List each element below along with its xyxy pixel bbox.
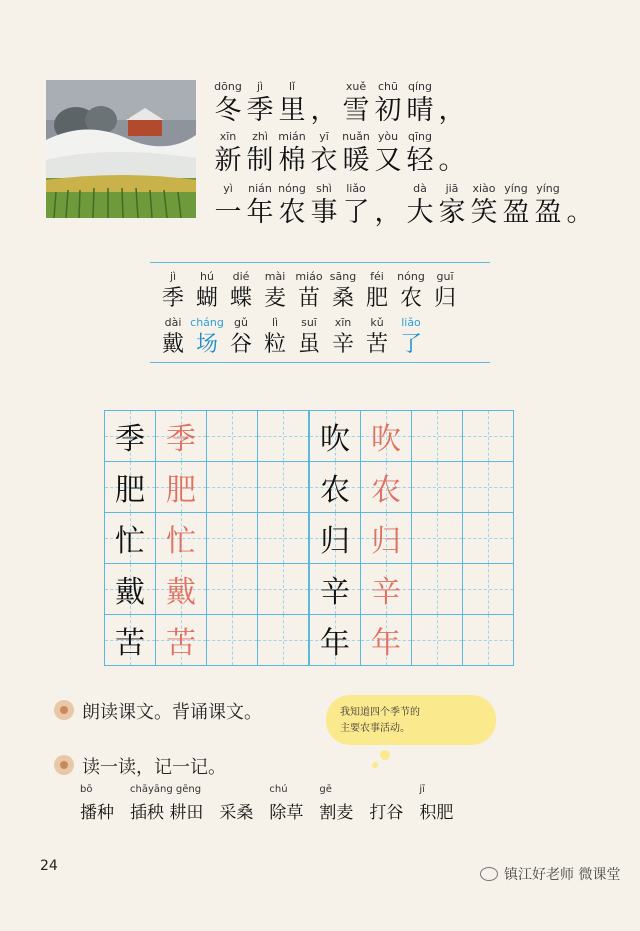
hanzi: 苦	[365, 332, 388, 357]
pinyin	[436, 80, 468, 94]
word-hanzi: 播种	[80, 803, 114, 823]
pinyin: xīn	[219, 130, 237, 143]
word-hanzi: 采桑	[219, 803, 254, 823]
hanzi: 季	[246, 95, 274, 126]
grid-cell: 戴	[104, 563, 156, 615]
word-pinyin	[219, 784, 253, 798]
hanzi: 农	[278, 197, 306, 228]
watermark-text: 镇江好老师 微课堂	[504, 867, 621, 883]
thought-bubble	[326, 695, 496, 745]
word-item	[369, 784, 403, 823]
wechat-icon	[480, 867, 498, 881]
grid-cell	[462, 512, 514, 564]
pinyin: liǎo	[401, 316, 421, 329]
watermark	[480, 864, 620, 884]
hanzi: 桑	[331, 286, 354, 311]
pinyin: xiào	[472, 182, 496, 195]
grid-cell: 年	[360, 614, 412, 666]
char-list-row-2	[156, 316, 428, 360]
hanzi-row	[212, 196, 596, 230]
pinyin: mián	[278, 130, 306, 143]
word-pinyin: jī	[419, 784, 425, 795]
pinyin	[308, 80, 340, 94]
pinyin: suī	[301, 316, 317, 329]
pinyin	[436, 130, 468, 144]
grid-cell	[206, 512, 258, 564]
hanzi: 一	[214, 197, 242, 228]
divider-top	[150, 262, 490, 263]
word-hanzi: 插秧 耕田	[130, 803, 204, 823]
hanzi: 蝴	[195, 286, 218, 311]
char-list-row-1	[156, 270, 462, 314]
hanzi: 辛	[331, 332, 354, 357]
grid-cell	[206, 563, 258, 615]
pinyin: qíng	[408, 80, 432, 93]
hanzi: 戴	[161, 332, 184, 357]
hanzi: 了	[342, 197, 370, 228]
pinyin: dài	[164, 316, 182, 329]
grid-cell	[462, 410, 514, 462]
grid-cell: 忙	[155, 512, 207, 564]
word-pinyin: bō	[80, 784, 93, 795]
hanzi: 家	[438, 197, 466, 228]
grid-cell	[411, 563, 463, 615]
hanzi: 里	[278, 95, 306, 126]
hanzi: 冬	[214, 95, 242, 126]
pinyin: dōng	[214, 80, 242, 93]
poem-line-2	[212, 130, 468, 178]
grid-cell: 苦	[155, 614, 207, 666]
pinyin: yíng	[536, 182, 560, 195]
hanzi: 年	[246, 197, 274, 228]
hanzi: 归	[433, 286, 456, 311]
hanzi: 轻	[406, 145, 434, 176]
grid-cell	[462, 614, 514, 666]
grid-cell	[257, 512, 309, 564]
hanzi: 暖	[342, 145, 370, 176]
pinyin: nuǎn	[342, 130, 370, 143]
grid-cell	[462, 461, 514, 513]
hanzi: 蝶	[229, 286, 252, 311]
pinyin: liǎo	[346, 182, 366, 195]
hanzi: 苗	[297, 286, 320, 311]
word-item	[80, 784, 114, 823]
pinyin: guī	[436, 270, 454, 283]
grid-cell	[206, 410, 258, 462]
hanzi: 雪	[342, 95, 370, 126]
grid-row	[104, 614, 513, 665]
pinyin-row	[156, 316, 428, 330]
word-hanzi: 打谷	[369, 803, 404, 823]
grid-cell: 季	[155, 410, 207, 462]
writing-grid	[104, 410, 513, 665]
grid-cell	[411, 410, 463, 462]
pinyin: mài	[264, 270, 286, 283]
exercise-1-text: 朗读课文。背诵课文。	[82, 702, 262, 723]
pinyin-row	[212, 80, 468, 94]
grid-row	[104, 461, 513, 512]
pinyin: nián	[248, 182, 272, 195]
pinyin-row	[212, 182, 596, 196]
word-hanzi: 除草	[269, 803, 304, 823]
hanzi: 初	[374, 95, 402, 126]
hanzi: 大	[406, 197, 434, 228]
pinyin: nóng	[397, 270, 425, 283]
pinyin: lǐ	[288, 80, 296, 93]
grid-cell	[462, 563, 514, 615]
pinyin: jì	[169, 270, 177, 283]
poem-line-1	[212, 80, 468, 128]
hanzi: 新	[214, 145, 242, 176]
grid-cell: 吹	[308, 410, 361, 462]
hanzi: 棉	[278, 145, 306, 176]
grid-cell: 归	[308, 512, 361, 564]
bubble-tail	[380, 750, 390, 760]
grid-cell: 年	[308, 614, 361, 666]
hanzi: 制	[246, 145, 274, 176]
pinyin: qīng	[408, 130, 432, 143]
hanzi-row	[212, 94, 468, 128]
hanzi: 晴	[406, 95, 434, 126]
word-item	[269, 784, 303, 823]
pinyin: zhì	[252, 130, 268, 143]
page-number: 24	[40, 858, 58, 874]
hanzi: 虽	[297, 332, 320, 357]
hanzi: 。	[566, 197, 594, 228]
hanzi: 谷	[229, 332, 252, 357]
pinyin	[564, 182, 596, 196]
flower-icon	[54, 700, 74, 720]
hanzi: 。	[438, 145, 466, 176]
pinyin	[372, 182, 404, 196]
hanzi: 季	[161, 286, 184, 311]
grid-cell	[257, 614, 309, 666]
hanzi: ，	[310, 95, 338, 126]
grid-cell: 农	[360, 461, 412, 513]
hanzi: 肥	[365, 286, 388, 311]
word-pinyin: chāyāng gēng	[130, 784, 202, 795]
pinyin: xīn	[334, 316, 352, 329]
pinyin: lì	[271, 316, 279, 329]
pinyin: yíng	[504, 182, 528, 195]
pinyin: xuě	[345, 80, 367, 93]
word-item	[130, 784, 203, 823]
grid-cell	[411, 614, 463, 666]
pinyin: miáo	[295, 270, 323, 283]
bubble-tail	[372, 762, 378, 768]
grid-cell	[206, 614, 258, 666]
pinyin: shì	[316, 182, 332, 195]
grid-cell: 辛	[308, 563, 361, 615]
grid-cell	[257, 461, 309, 513]
divider-bottom	[150, 362, 490, 363]
grid-cell: 忙	[104, 512, 156, 564]
grid-row	[104, 563, 513, 614]
hanzi: 了	[399, 332, 422, 357]
hanzi: 盈	[534, 197, 562, 228]
pinyin: chū	[378, 80, 398, 93]
pinyin: yòu	[377, 130, 399, 143]
hanzi: 麦	[263, 286, 286, 311]
grid-cell	[206, 461, 258, 513]
grid-cell: 肥	[155, 461, 207, 513]
pinyin: nóng	[278, 182, 306, 195]
pinyin: yī	[319, 130, 329, 143]
grid-row	[104, 512, 513, 563]
exercise-2-text: 读一读，记一记。	[82, 757, 226, 778]
hanzi-row	[212, 144, 468, 178]
pinyin: hú	[200, 270, 214, 283]
pinyin-row	[156, 270, 462, 284]
grid-cell: 农	[308, 461, 361, 513]
word-pinyin	[369, 784, 403, 798]
hanzi: ，	[374, 197, 402, 228]
grid-cell	[411, 512, 463, 564]
grid-cell	[411, 461, 463, 513]
word-pinyin: chú	[269, 784, 288, 795]
word-hanzi: 割麦	[319, 803, 354, 823]
word-pinyin: gē	[319, 784, 332, 795]
hanzi: 农	[399, 286, 422, 311]
pinyin-row	[212, 130, 468, 144]
grid-cell: 肥	[104, 461, 156, 513]
grid-row	[104, 410, 513, 461]
poem-line-3	[212, 182, 596, 230]
word-list	[80, 784, 469, 823]
word-item	[319, 784, 353, 823]
pinyin: sāng	[329, 270, 357, 283]
bubble-line-1: 我知道四个季节的	[340, 707, 420, 718]
pinyin: gǔ	[234, 316, 248, 329]
grid-cell: 归	[360, 512, 412, 564]
pinyin: kǔ	[370, 316, 384, 329]
pinyin: yì	[223, 182, 233, 195]
word-item	[419, 784, 453, 823]
pinyin: jì	[256, 80, 264, 93]
pinyin: jiā	[445, 182, 459, 195]
hanzi: 事	[310, 197, 338, 228]
word-item	[219, 784, 253, 823]
hanzi: 场	[195, 332, 218, 357]
pinyin: dà	[413, 182, 427, 195]
hanzi-row	[156, 284, 462, 314]
hanzi: 盈	[502, 197, 530, 228]
grid-cell: 戴	[155, 563, 207, 615]
hanzi: ，	[438, 95, 466, 126]
pinyin: cháng	[190, 316, 224, 329]
hanzi: 衣	[310, 145, 338, 176]
word-hanzi: 积肥	[419, 803, 454, 823]
grid-cell: 季	[104, 410, 156, 462]
hanzi: 又	[374, 145, 402, 176]
grid-cell: 辛	[360, 563, 412, 615]
hanzi-row	[156, 330, 428, 360]
hanzi: 粒	[263, 332, 286, 357]
winter-illustration	[46, 80, 196, 218]
grid-cell: 吹	[360, 410, 412, 462]
pinyin: féi	[370, 270, 384, 283]
grid-cell: 苦	[104, 614, 156, 666]
flower-icon	[54, 755, 74, 775]
bubble-line-2: 主要农事活动。	[340, 723, 410, 734]
grid-cell	[257, 563, 309, 615]
grid-cell	[257, 410, 309, 462]
hanzi: 笑	[470, 197, 498, 228]
pinyin: dié	[232, 270, 250, 283]
